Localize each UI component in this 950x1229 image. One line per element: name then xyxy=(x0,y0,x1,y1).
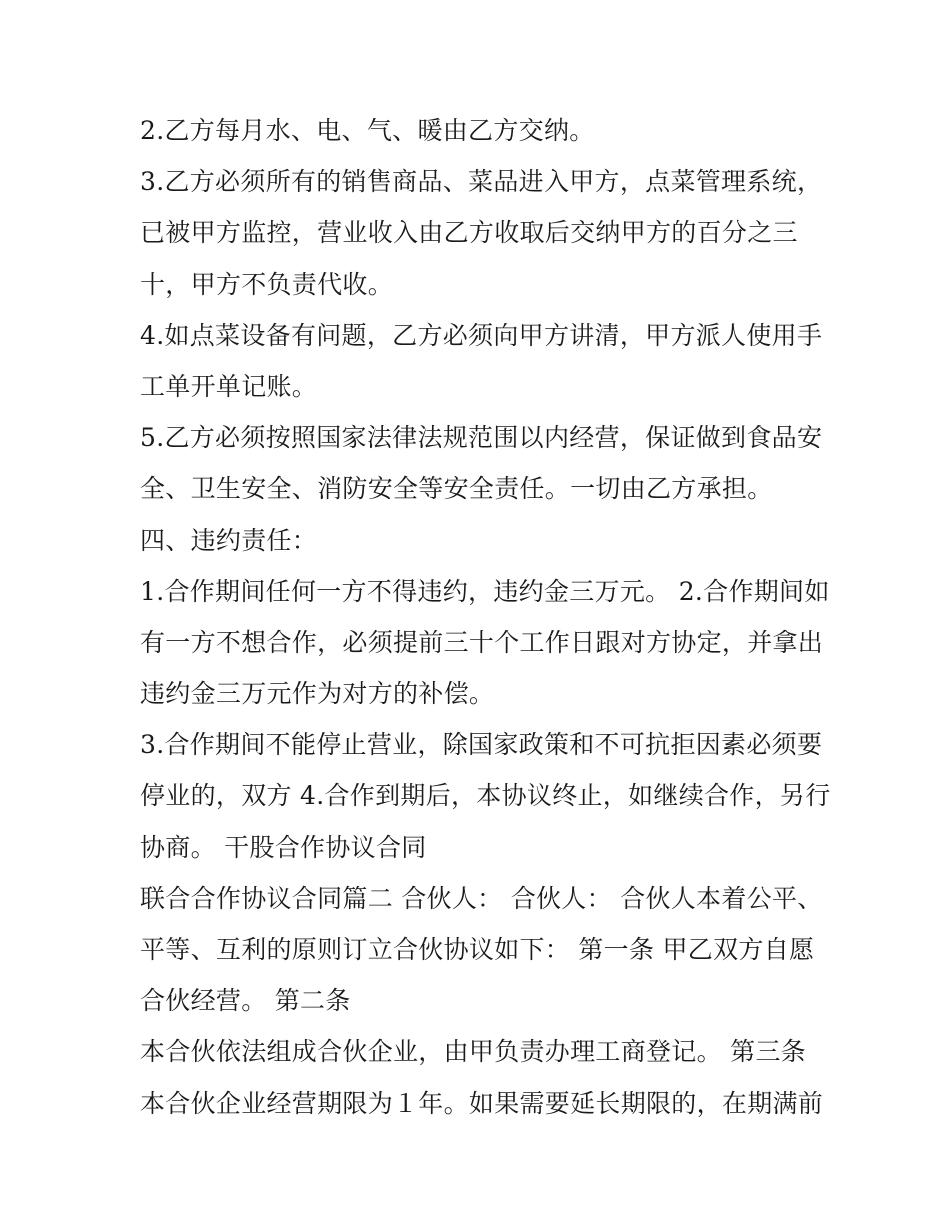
text-line: 有一方不想合作，必须提前三十个工作日跟对方协定，并拿出 xyxy=(140,627,824,657)
document-body xyxy=(140,105,840,1129)
text-line: 已被甲方监控，营业收入由乙方收取后交纳甲方的百分之三 xyxy=(140,218,798,248)
text-line: 联合合作协议合同篇二 合伙人： 合伙人： 合伙人本着公平、 xyxy=(140,883,823,913)
text-line: 工单开单记账。 xyxy=(140,371,318,401)
text-line: 5.乙方必须按照国家法律法规范围以内经营，保证做到食品安 xyxy=(140,423,823,453)
text-line: 合伙经营。 第二条 xyxy=(140,986,351,1016)
text-line: 2.乙方每月水、电、气、暖由乙方交纳。 xyxy=(140,116,595,145)
text-line: 停业的，双方 4.合作到期后，本协议终止，如继续合作，另行 xyxy=(140,781,831,811)
text-line: 3.合作期间不能停止营业，除国家政策和不可抗拒因素必须要 xyxy=(140,730,823,760)
text-line: 全、卫生安全、消防安全等安全责任。一切由乙方承担。 xyxy=(140,474,773,504)
text-line: 本合伙依法组成合伙企业，由甲负责办理工商登记。 第三条 xyxy=(140,1037,807,1067)
text-line: 本合伙企业经营期限为１年。如果需要延长期限的，在期满前 xyxy=(140,1088,824,1118)
section-heading: 四、违约责任： xyxy=(140,525,318,555)
text-line: 4.如点菜设备有问题，乙方必须向甲方讲清，甲方派人使用手 xyxy=(140,320,823,350)
text-line: 十，甲方不负责代收。 xyxy=(140,269,394,299)
text-line: 1.合作期间任何一方不得违约，违约金三万元。 2.合作期间如 xyxy=(140,576,830,606)
text-line: 3.乙方必须所有的销售商品、菜品进入甲方，点菜管理系统， xyxy=(140,167,823,197)
text-line: 协商。 干股合作协议合同 xyxy=(140,832,427,862)
text-line: 违约金三万元作为对方的补偿。 xyxy=(140,679,495,709)
text-line: 平等、互利的原则订立合伙协议如下： 第一条 甲乙双方自愿 xyxy=(140,935,815,964)
